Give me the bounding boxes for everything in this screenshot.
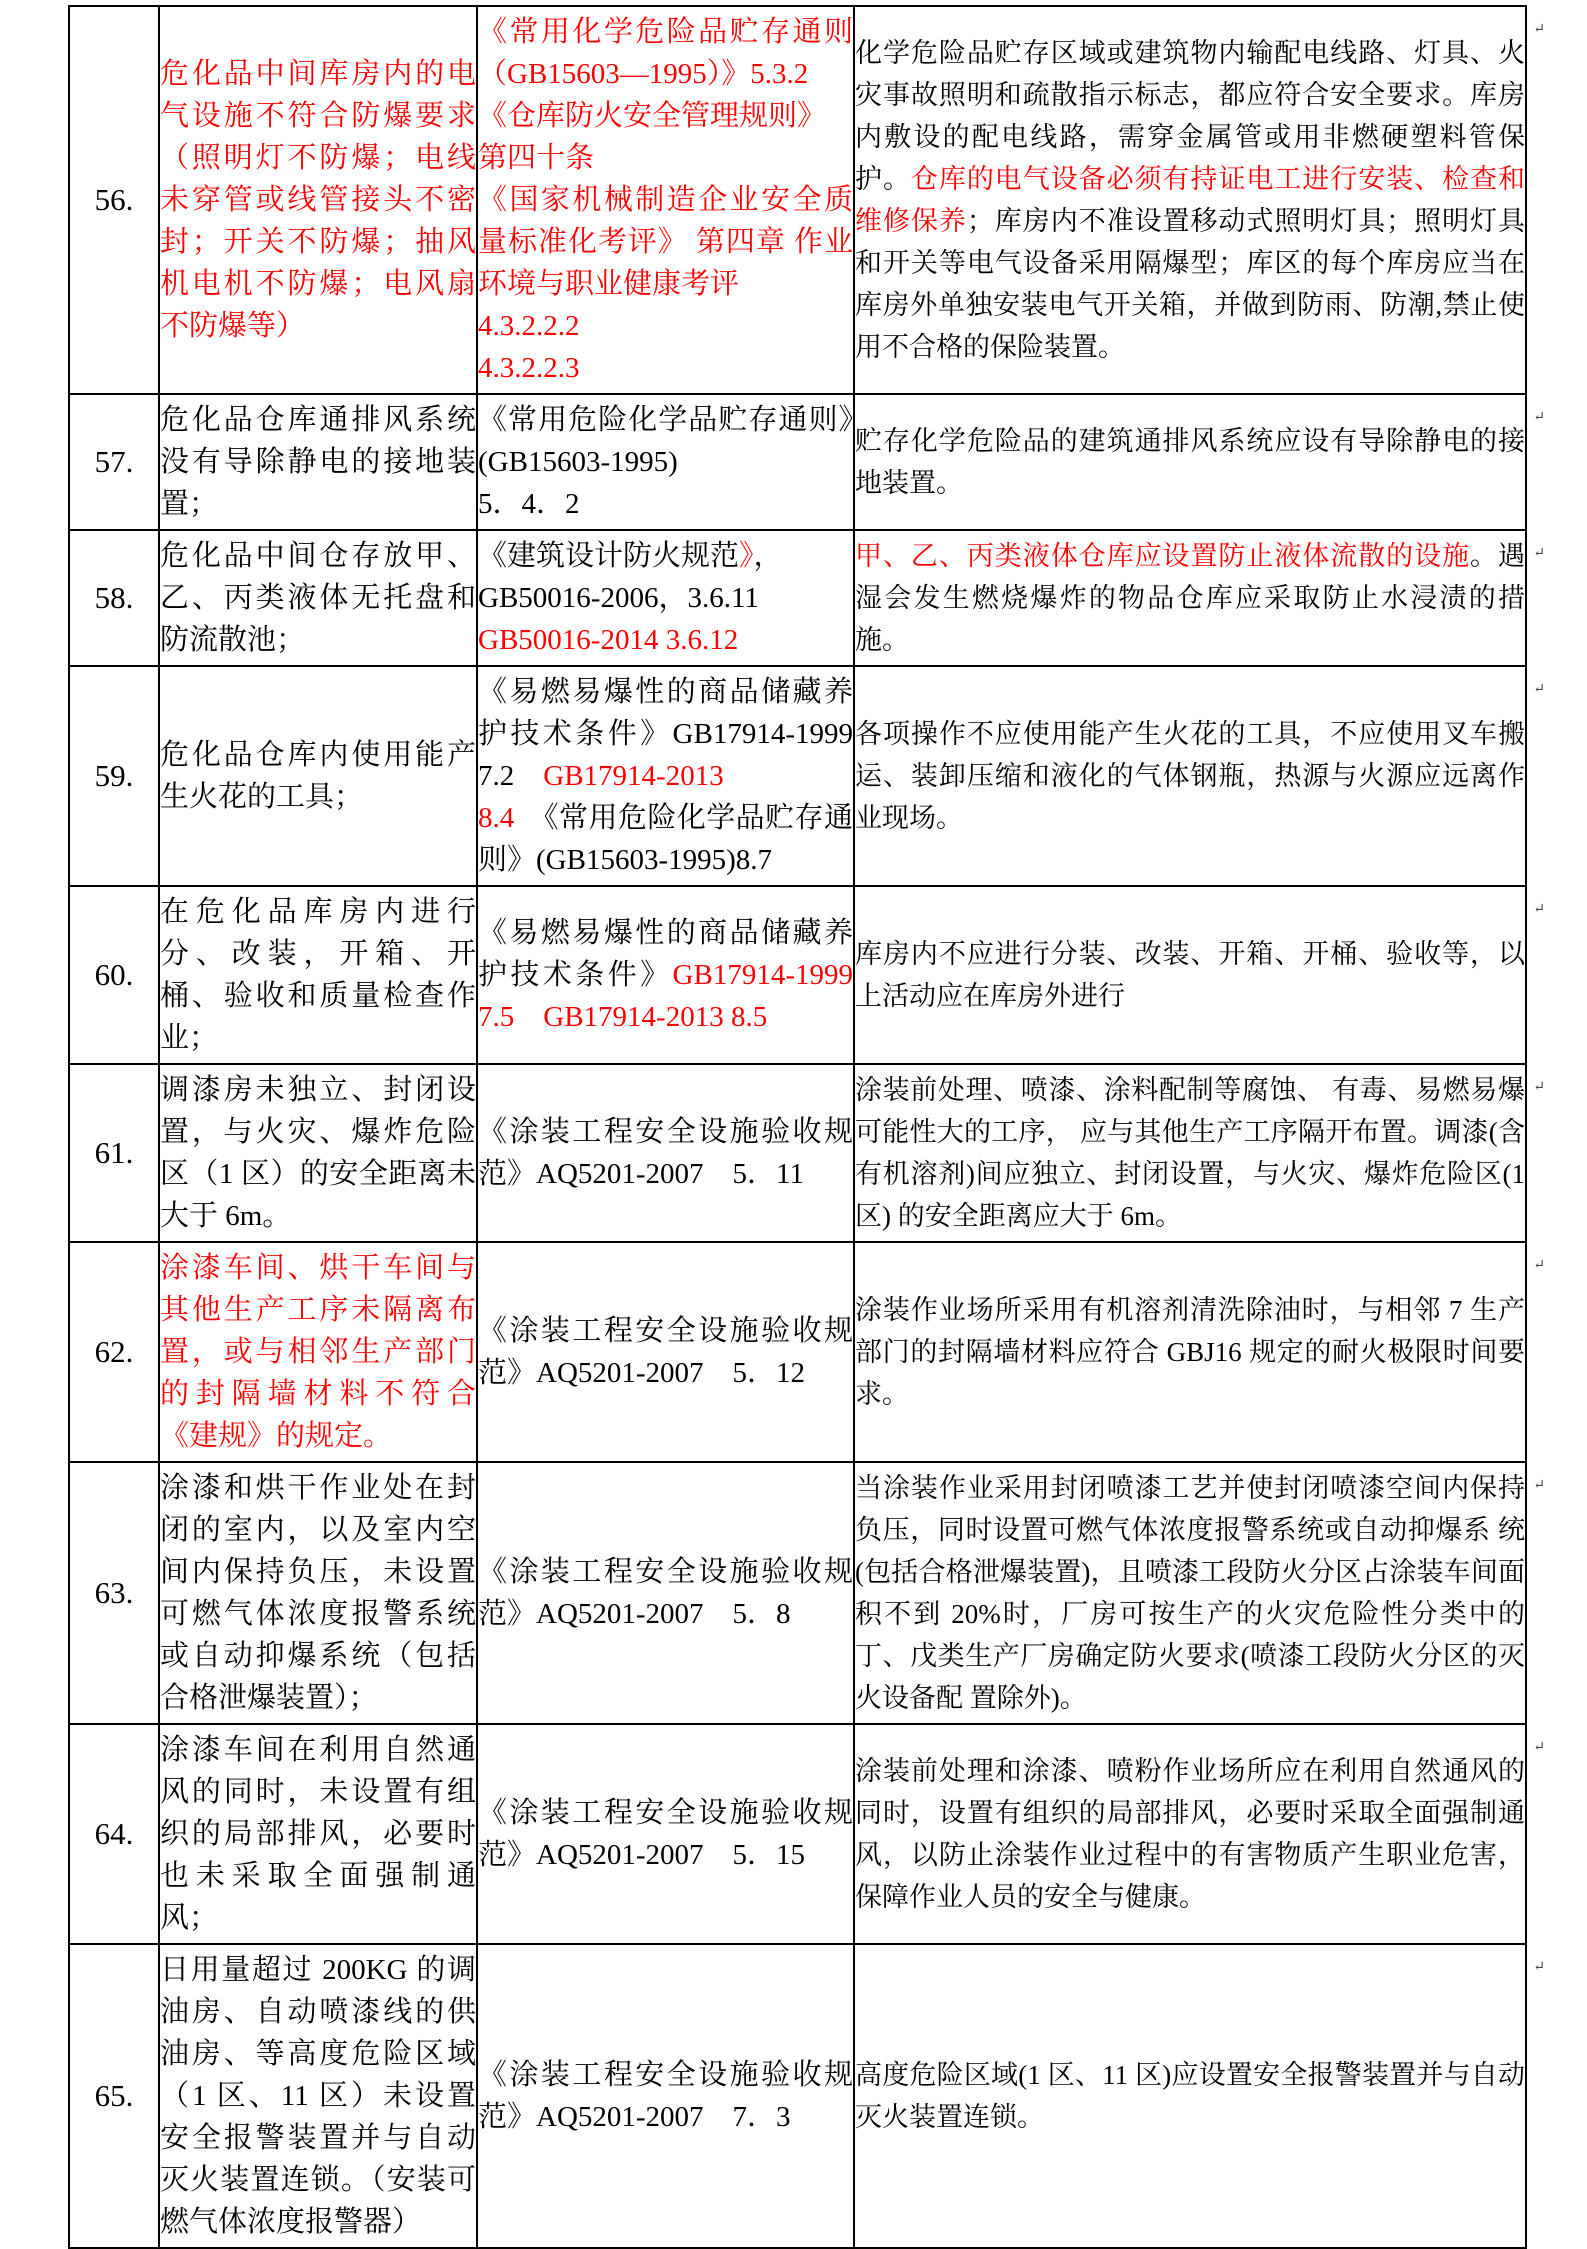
- text-segment: 危化品仓库通排风系统没有导除静电的接地装置；: [160, 404, 476, 520]
- requirement-cell: [854, 886, 1545, 1064]
- table-row: [69, 886, 1526, 1064]
- text-segment: 危化品仓库内使用能产生火花的工具；: [160, 739, 476, 813]
- requirement-paragraph: [855, 1750, 1525, 1918]
- text-segment: 4.3.2.2.2: [478, 310, 580, 342]
- basis-cell: [477, 530, 854, 666]
- text-segment: 涂漆车间在利用自然通风的同时，未设置有组织的局部排风，必要时也未采取全面强制通风；: [160, 1734, 476, 1934]
- basis-paragraph: [478, 535, 853, 577]
- requirement-cell: [854, 1064, 1545, 1242]
- paragraph-mark-icon: ↵: [1533, 1080, 1545, 1095]
- text-segment: 《建筑设计防火规范: [478, 540, 740, 572]
- text-segment: 调漆房未独立、封闭设置，与火灾、爆炸危险区（1 区）的安全距离未大于 6m。: [160, 1074, 476, 1232]
- requirement-paragraph: [855, 420, 1525, 504]
- row-number-cell: 57.: [69, 394, 159, 530]
- basis-cell: [477, 6, 854, 394]
- text-segment: 4.3.2.2.3: [478, 352, 580, 384]
- requirement-cell: [854, 6, 1545, 394]
- table-row: [69, 1944, 1526, 2248]
- table-body: [69, 6, 1545, 2248]
- row-number-cell: 63.: [69, 1462, 159, 1724]
- text-segment: 涂漆和烘干作业处在封闭的室内，以及室内空间内保持负压，未设置可燃气体浓度报警系统或自动抑爆系统（包括合格泄爆装置）；: [160, 1472, 476, 1714]
- paragraph-mark-icon: ↵: [1533, 1960, 1545, 1975]
- row-number-cell: 64.: [69, 1724, 159, 1944]
- issue-cell: [159, 1064, 477, 1242]
- text-segment: 涂装前处理和涂漆、喷粉作业场所应在利用自然通风的同时，设置有组织的局部排风，必要时采取全面强制通风，以防止涂装作业过程中的有害物质产生职业危害，保障作业人员的安全与健康。: [855, 1756, 1525, 1912]
- paragraph-mark-icon: ↵: [1533, 682, 1545, 697]
- table-row: [69, 6, 1526, 394]
- issue-paragraph: [160, 1467, 476, 1719]
- issue-paragraph: [160, 399, 476, 525]
- text-segment: 《涂装工程安全设施验收规范》AQ5201-2007 7．3: [478, 2059, 853, 2133]
- text-segment: 《易燃易爆性的商品储藏养护技术条件》GB17914-1999 7.2: [478, 676, 853, 792]
- issue-cell: [159, 1944, 477, 2248]
- issue-cell: [159, 530, 477, 666]
- basis-paragraph: [478, 912, 853, 1038]
- text-segment: 《涂装工程安全设施验收规范》AQ5201-2007 5．11: [478, 1116, 853, 1190]
- basis-paragraph: [478, 1310, 853, 1394]
- text-segment: 库房内不应进行分装、改装、开箱、开桶、验收等，以上活动应在库房外进行: [855, 939, 1525, 1011]
- basis-paragraph: [478, 2054, 853, 2138]
- row-number-cell: 59.: [69, 666, 159, 886]
- basis-cell: [477, 1944, 854, 2248]
- paragraph-mark-icon: ↵: [1533, 410, 1545, 425]
- requirement-paragraph: [855, 1069, 1525, 1237]
- requirement-cell: [854, 1242, 1545, 1462]
- text-segment: 甲、乙、丙类液体仓库应设置防止液体流散的设施: [855, 541, 1471, 571]
- basis-paragraph: [478, 483, 853, 525]
- safety-inspection-table: [68, 5, 1545, 2249]
- text-segment: 8.4: [478, 802, 545, 834]
- basis-cell: [477, 394, 854, 530]
- requirement-cell: [854, 394, 1545, 530]
- text-segment: 高度危险区域(1 区、11 区)应设置安全报警装置并与自动灭火装置连锁。: [855, 2060, 1525, 2132]
- row-number-cell: 56.: [69, 6, 159, 394]
- table-row: [69, 666, 1526, 886]
- basis-paragraph: [478, 671, 853, 797]
- issue-paragraph: [160, 891, 476, 1059]
- text-segment: 在危化品库房内进行分、改装，开箱、开桶、验收和质量检查作业；: [160, 896, 476, 1054]
- requirement-paragraph: [855, 1467, 1525, 1719]
- basis-paragraph: [478, 95, 853, 137]
- text-segment: GB50016-2006，3.6.11: [478, 582, 759, 614]
- row-number-cell: 60.: [69, 886, 159, 1064]
- text-segment: 》: [739, 540, 754, 572]
- issue-paragraph: [160, 1069, 476, 1237]
- basis-paragraph: [478, 305, 853, 347]
- text-segment: 危化品中间库房内的电气设施不符合防爆要求（照明灯不防爆；电线未穿管或线管接头不密封；开关不防爆；抽风机电机不防爆；电风扇不防爆等）: [160, 58, 476, 342]
- text-segment: 涂装前处理、喷漆、涂料配制等腐蚀、 有毒、易燃易爆可能性大的工序， 应与其他生产工序隔开布置。调漆(含 有机溶剂)间应独立、封闭设置，与火灾、爆炸危险区(1 区) 的安全距离应大于 6m。: [855, 1075, 1525, 1231]
- text-segment: 《国家机械制造企业安全质量标准化考评》 第四章 作业环境与职业健康考评: [478, 184, 853, 300]
- basis-paragraph: [478, 137, 853, 179]
- paragraph-mark-icon: ↵: [1533, 22, 1545, 37]
- requirement-cell: [854, 1462, 1545, 1724]
- basis-cell: [477, 1462, 854, 1724]
- row-number-cell: 61.: [69, 1064, 159, 1242]
- issue-cell: [159, 394, 477, 530]
- requirement-paragraph: [855, 713, 1525, 839]
- text-segment: 贮存化学危险品的建筑通排风系统应设有导除静电的接地装置。: [855, 426, 1525, 498]
- text-segment: 《涂装工程安全设施验收规范》AQ5201-2007 5．15: [478, 1797, 853, 1871]
- basis-cell: [477, 666, 854, 886]
- requirement-cell: [854, 530, 1545, 666]
- basis-paragraph: [478, 577, 853, 619]
- table-row: [69, 1724, 1526, 1944]
- requirement-paragraph: [855, 933, 1525, 1017]
- requirement-paragraph: [855, 32, 1525, 368]
- basis-cell: [477, 1724, 854, 1944]
- text-segment: 《易燃易爆性的商品储藏养护技术条件》: [478, 917, 853, 991]
- text-segment: 化学危险品贮存区域或建筑物内输配电线路、灯具、火灾事故照明和疏散指示标志，都应符合安全要求。库房内敷设的配电线路，需穿金属管或用非燃硬塑料管保护。: [855, 38, 1525, 194]
- row-number-cell: 65.: [69, 1944, 159, 2248]
- table-row: [69, 1462, 1526, 1724]
- issue-paragraph: [160, 535, 476, 661]
- issue-paragraph: [160, 53, 476, 347]
- basis-paragraph: [478, 1111, 853, 1195]
- requirement-paragraph: [855, 1289, 1525, 1415]
- text-segment: 各项操作不应使用能产生火花的工具，不应使用叉车搬运、装卸压缩和液化的气体钢瓶，热源与火源应远离作业现场。: [855, 719, 1525, 833]
- text-segment: 《常用危险化学品贮存通则》(GB15603-1995)8.7: [478, 802, 853, 876]
- basis-cell: [477, 1242, 854, 1462]
- text-segment: 第四十条: [478, 142, 595, 174]
- basis-paragraph: [478, 399, 853, 483]
- text-segment: 涂装作业场所采用有机溶剂清洗除油时，与相邻 7 生产部门的封隔墙材料应符合 GBJ16 规定的耐火极限时间要求。: [855, 1295, 1525, 1409]
- text-segment: GB50016-2014 3.6.12: [478, 624, 739, 656]
- paragraph-mark-icon: ↵: [1533, 546, 1545, 561]
- requirement-cell: [854, 666, 1545, 886]
- text-segment: 危化品中间仓存放甲、乙、丙类液体无托盘和防流散池；: [160, 540, 476, 656]
- text-segment: GB17914-2013: [543, 760, 724, 792]
- issue-cell: [159, 886, 477, 1064]
- text-segment: 《仓库防火安全管理规则》: [478, 100, 827, 132]
- issue-cell: [159, 666, 477, 886]
- requirement-cell: [854, 1724, 1545, 1944]
- issue-cell: [159, 1724, 477, 1944]
- text-segment: 当涂装作业采用封闭喷漆工艺并使封闭喷漆空间内保持负压，同时设置可燃气体浓度报警系统或自动抑爆系 统(包括合格泄爆装置)，且喷漆工段防火分区占涂装车间面 积不到 20%时，厂房可按生产的火灾危险性分类中的丁、戊类生产厂房确定防火要求(喷漆工段防火分区的灭火设备配 置除外)。: [855, 1473, 1525, 1713]
- issue-paragraph: [160, 734, 476, 818]
- basis-paragraph: [478, 797, 853, 881]
- basis-paragraph: [478, 347, 853, 389]
- text-segment: GB17914-1999 7.5 GB17914-2013 8.5: [478, 959, 853, 1033]
- paragraph-mark-icon: ↵: [1533, 1258, 1545, 1273]
- text-segment: 《涂装工程安全设施验收规范》AQ5201-2007 5．12: [478, 1315, 853, 1389]
- issue-cell: [159, 1462, 477, 1724]
- basis-cell: [477, 1064, 854, 1242]
- text-segment: 日用量超过 200KG 的调油房、自动喷漆线的供油房、等高度危险区域（1 区、11 区）未设置安全报警装置并与自动灭火装置连锁。（安装可燃气体浓度报警器）: [160, 1954, 476, 2238]
- table-row: [69, 394, 1526, 530]
- basis-paragraph: [478, 11, 853, 95]
- row-number-cell: 58.: [69, 530, 159, 666]
- text-segment: 。遇湿会发生燃烧爆炸的物品仓库应采取防止水浸渍的措施。: [855, 541, 1526, 655]
- text-segment: 《涂装工程安全设施验收规范》AQ5201-2007 5．8: [478, 1556, 853, 1630]
- text-segment: 《常用化学危险品贮存通则（GB15603—1995）》5.3.2: [478, 16, 853, 90]
- paragraph-mark-icon: ↵: [1533, 902, 1545, 917]
- text-segment: 仓库的电气设备必须有持证电工进行安装、检查和维修保养: [855, 164, 1526, 236]
- issue-paragraph: [160, 1949, 476, 2243]
- text-segment: 涂漆车间、烘干车间与其他生产工序未隔离布置，或与相邻生产部门的封隔墙材料不符合《建规》的规定。: [160, 1252, 476, 1452]
- text-segment: ，: [753, 540, 783, 572]
- basis-cell: [477, 886, 854, 1064]
- requirement-cell: [854, 1944, 1545, 2248]
- table-row: [69, 1242, 1526, 1462]
- basis-paragraph: [478, 179, 853, 305]
- text-segment: 5．4．2: [478, 488, 580, 520]
- issue-cell: [159, 1242, 477, 1462]
- requirement-paragraph: [855, 2054, 1525, 2138]
- issue-cell: [159, 6, 477, 394]
- paragraph-mark-icon: ↵: [1533, 1740, 1545, 1755]
- text-segment: 《常用危险化学品贮存通则》(GB15603-1995): [478, 404, 853, 478]
- row-number-cell: 62.: [69, 1242, 159, 1462]
- issue-paragraph: [160, 1247, 476, 1457]
- basis-paragraph: [478, 1551, 853, 1635]
- requirement-paragraph: [855, 535, 1525, 661]
- table-row: [69, 530, 1526, 666]
- text-segment: ；库房内不准设置移动式照明灯具；照明灯具和开关等电气设备采用隔爆型；库区的每个库房应当在库房外单独安装电气开关箱，并做到防雨、防潮,禁止使用不合格的保险装置。: [855, 206, 1526, 362]
- table-row: [69, 1064, 1526, 1242]
- paragraph-mark-icon: ↵: [1533, 1478, 1545, 1493]
- basis-paragraph: [478, 619, 853, 661]
- basis-paragraph: [478, 1792, 853, 1876]
- issue-paragraph: [160, 1729, 476, 1939]
